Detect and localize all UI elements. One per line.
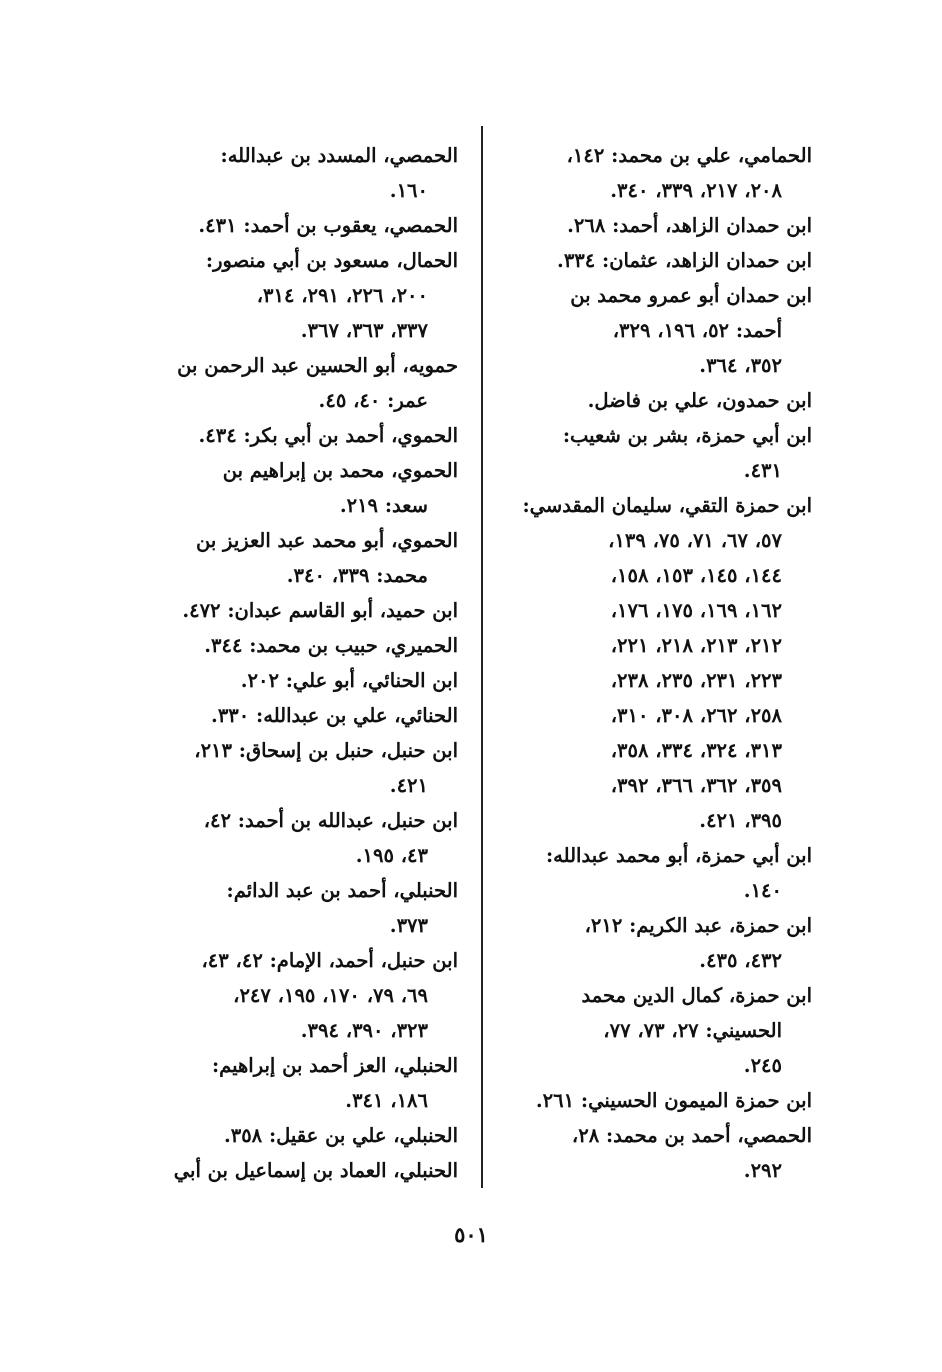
index-entry (152, 138, 458, 208)
index-entry (152, 873, 458, 943)
entry-continuation-line: ٣٥٢، ٣٦٤. (699, 354, 782, 377)
index-entry (506, 1118, 812, 1188)
entry-continuation-line: ١٨٦، ٣٤١. (345, 1089, 428, 1112)
entry-heading-line: ابن حمدان أبو عمرو محمد بن (570, 284, 812, 307)
index-entry (152, 348, 458, 418)
index-entry (506, 1083, 812, 1118)
entry-continuation-line: ٢٠٠، ٢٢٦، ٢٩١، ٣١٤، (256, 284, 428, 307)
entry-continuation-line: ٣٧٣. (389, 914, 428, 937)
index-entry (506, 278, 812, 383)
entry-heading-line: ابن حميد، أبو القاسم عبدان: ٤٧٢. (182, 599, 458, 622)
index-entry (152, 418, 458, 453)
entry-continuation-line: ٣٩٥، ٤٢١. (699, 809, 782, 832)
entry-continuation-line: ١٤٤، ١٤٥، ١٥٣، ١٥٨، (610, 564, 782, 587)
index-entry (152, 1048, 458, 1118)
entry-heading-line: ابن حمزة الميمون الحسيني: ٢٦١. (535, 1089, 812, 1112)
index-entry (152, 453, 458, 523)
entry-heading-line: الحمال، مسعود بن أبي منصور: (205, 249, 458, 272)
entry-heading-line: ابن حنبل، حنبل بن إسحاق: ٢١٣، (194, 739, 458, 762)
entry-continuation-line: ١٦٠. (389, 179, 428, 202)
entry-continuation-line: محمد: ٣٣٩، ٣٤٠. (286, 564, 428, 587)
entry-heading-line: ابن حمدان الزاهد، عثمان: ٣٣٤. (557, 249, 812, 272)
index-entry (152, 698, 458, 733)
entry-heading-line: ابن حنبل، أحمد، الإمام: ٤٢، ٤٣، (201, 949, 458, 972)
entry-continuation-line: ٤٣٢، ٤٣٥. (699, 949, 782, 972)
index-entry (506, 908, 812, 978)
entry-heading-line: الحموي، محمد بن إبراهيم بن (222, 459, 458, 482)
entry-heading-line: ابن حمزة، كمال الدين محمد (581, 984, 812, 1007)
entry-continuation-line: ١٦٢، ١٦٩، ١٧٥، ١٧٦، (610, 599, 782, 622)
index-entry (506, 243, 812, 278)
entry-heading-line: الحمصي، يعقوب بن أحمد: ٤٣١. (198, 214, 458, 237)
entry-heading-line: الحموي، أبو محمد عبد العزيز بن (196, 529, 458, 552)
entry-heading-line: ابن أبي حمزة، بشر بن شعيب: (562, 424, 812, 447)
entry-heading-line: الحنبلي، العز أحمد بن إبراهيم: (211, 1054, 458, 1077)
index-entry (506, 488, 812, 838)
entry-continuation-line: ٢٥٨، ٢٦٢، ٣٠٨، ٣١٠، (610, 704, 782, 727)
entry-heading-line: الحمامي، علي بن محمد: ١٤٢، (566, 144, 812, 167)
index-entry (506, 208, 812, 243)
index-entry (152, 1153, 458, 1188)
index-entry (506, 383, 812, 418)
index-entry (152, 243, 458, 348)
entry-continuation-line: ٢٢٣، ٢٣١، ٢٣٥، ٢٣٨، (610, 669, 782, 692)
entry-continuation-line: ٣١٣، ٣٢٤، ٣٣٤، ٣٥٨، (610, 739, 782, 762)
page-number: ٥٠١ (454, 1222, 488, 1247)
entry-continuation-line: ١٤٠. (743, 879, 782, 902)
index-entry (152, 1118, 458, 1153)
entry-heading-line: الحمصي، أحمد بن محمد: ٢٨، (571, 1124, 812, 1147)
index-entry (152, 593, 458, 628)
index-entry (152, 663, 458, 698)
entry-heading-line: حمويه، أبو الحسين عبد الرحمن بن (177, 354, 458, 377)
entry-continuation-line: ٥٧، ٦٧، ٧١، ٧٥، ١٣٩، (608, 529, 782, 552)
entry-continuation-line: ٤٢١. (389, 774, 428, 797)
entry-heading-line: الحمصي، المسدد بن عبدالله: (220, 144, 458, 167)
entry-continuation-line: أحمد: ٥٢، ١٩٦، ٣٢٩، (612, 319, 782, 342)
entry-heading-line: ابن الحنائي، أبو علي: ٢٠٢. (240, 669, 458, 692)
entry-continuation-line: الحسيني: ٢٧، ٧٣، ٧٧، (603, 1019, 782, 1042)
index-entry (152, 208, 458, 243)
entry-continuation-line: ٤٣، ١٩٥. (355, 844, 428, 867)
index-entry (506, 838, 812, 908)
index-entry (152, 803, 458, 873)
entry-continuation-line: ٢٤٥. (743, 1054, 782, 1077)
entry-heading-line: الحنبلي، العماد بن إسماعيل بن أبي (173, 1159, 458, 1182)
index-entry (506, 978, 812, 1083)
index-entry (152, 628, 458, 663)
entry-heading-line: ابن أبي حمزة، أبو محمد عبدالله: (545, 844, 812, 867)
index-column-left (152, 138, 458, 1188)
column-divider (481, 126, 483, 1188)
entry-heading-line: الحنبلي، علي بن عقيل: ٣٥٨. (223, 1124, 458, 1147)
entry-continuation-line: ٣٥٩، ٣٦٢، ٣٦٦، ٣٩٢، (610, 774, 782, 797)
entry-continuation-line: عمر: ٤٠، ٤٥. (318, 389, 428, 412)
index-entry (152, 523, 458, 593)
entry-continuation-line: ٣٢٣، ٣٩٠، ٣٩٤. (300, 1019, 428, 1042)
entry-heading-line: الحميري، حبيب بن محمد: ٣٤٤. (204, 634, 458, 657)
entry-continuation-line: سعد: ٢١٩. (339, 494, 428, 517)
entry-continuation-line: ٢٩٢. (743, 1159, 782, 1182)
entry-heading-line: الحموي، أحمد بن أبي بكر: ٤٣٤. (198, 424, 458, 447)
entry-heading-line: ابن حمزة، عبد الكريم: ٢١٢، (584, 914, 812, 937)
entry-continuation-line: ٤٣١. (743, 459, 782, 482)
entry-heading-line: ابن حمدان الزاهد، أحمد: ٢٦٨. (567, 214, 812, 237)
index-entry (152, 733, 458, 803)
entry-heading-line: الحنائي، علي بن عبدالله: ٣٣٠. (211, 704, 458, 727)
entry-heading-line: ابن حمزة التقي، سليمان المقدسي: (522, 494, 812, 517)
index-column-right (506, 138, 812, 1188)
index-entry (506, 418, 812, 488)
index-entry (506, 138, 812, 208)
entry-continuation-line: ٢١٢، ٢١٣، ٢١٨، ٢٢١، (610, 634, 782, 657)
entry-heading-line: ابن حنبل، عبدالله بن أحمد: ٤٢، (203, 809, 458, 832)
entry-continuation-line: ٢٠٨، ٢١٧، ٣٣٩، ٣٤٠. (610, 179, 782, 202)
entry-heading-line: ابن حمدون، علي بن فاضل. (587, 389, 812, 412)
index-entry (152, 943, 458, 1048)
entry-continuation-line: ٣٣٧، ٣٦٣، ٣٦٧. (300, 319, 428, 342)
entry-heading-line: الحنبلي، أحمد بن عبد الدائم: (226, 879, 458, 902)
entry-continuation-line: ٦٩، ٧٩، ١٧٠، ١٩٥، ٢٤٧، (233, 984, 428, 1007)
